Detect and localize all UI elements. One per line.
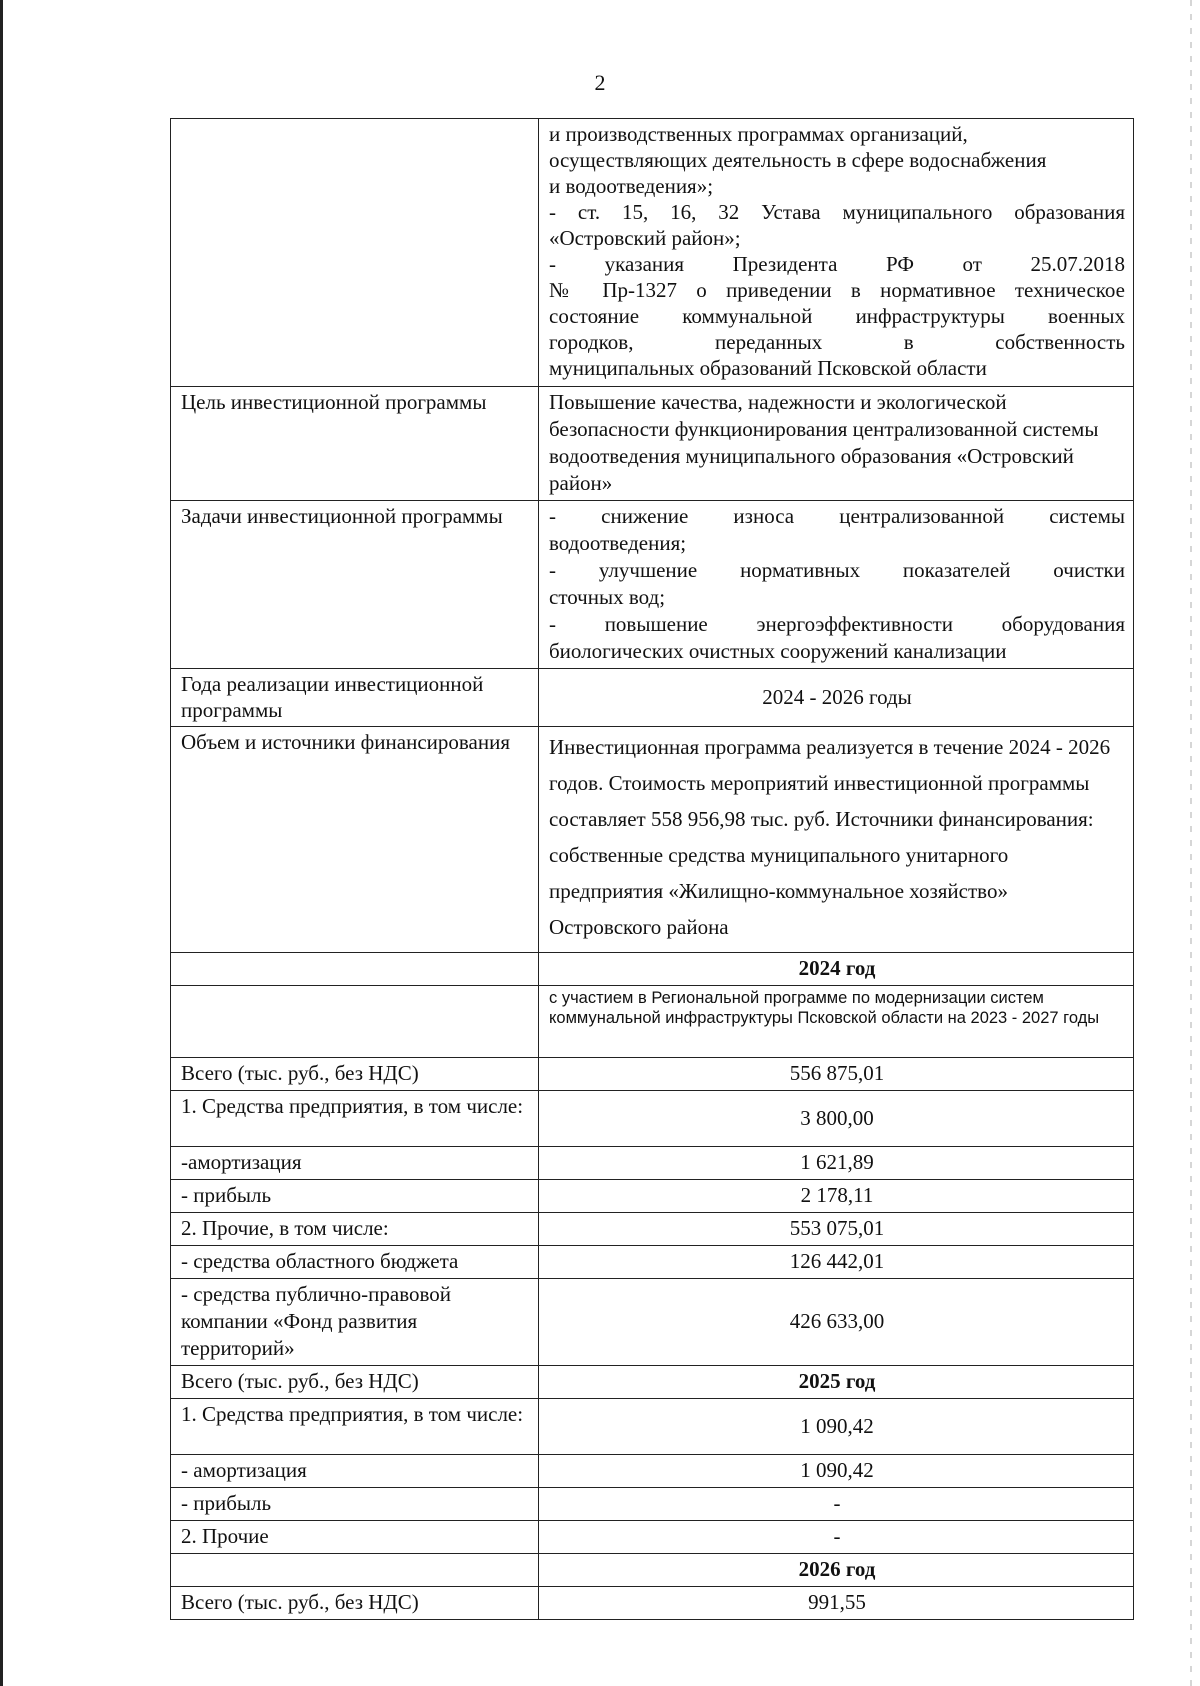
year-2024-note: с участием в Региональной программе по модернизации систем коммунальной инфраструктуры Псковской области на 2023 - 2027 годы (539, 986, 1134, 1058)
table-row-2024-note (171, 986, 1134, 1058)
table-row-basis (171, 119, 1134, 387)
table-row-years (171, 669, 1134, 727)
table-row: - прибыль 2 178,11 (171, 1180, 1134, 1213)
funding-text: Инвестиционная программа реализуется в течение 2024 - 2026 годов. Стоимость мероприятий инвестиционной программы составляет 558 956,98 тыс. руб. Источники финансирования: собственные средства муниципального унитарного предприятия «Жилищно-коммунальное хозяйство» Островского района (539, 727, 1134, 953)
scan-edge-right (1190, 0, 1192, 1686)
passport-table (170, 118, 1134, 1620)
scan-edge-left (0, 0, 3, 1686)
table-row: - средства областного бюджета 126 442,01 (171, 1246, 1134, 1279)
table-row-goal (171, 387, 1134, 501)
empty-cell (171, 953, 539, 986)
basis-text-cell: и производственных программах организаций, осуществляющих деятельность в сфере водоснабжения и водоотведения»; - ст. 15, 16, 32 Устава муниципального образования «Островский район»; - указания Президента РФ от 25.07.2018 № Пр-1327 о приведении в нормативное техническое состояние коммунальной инфраструктуры военных городков, переданных в собственность муниципальных образований Псковской области (539, 119, 1134, 387)
year-2025-heading: 2025 год (539, 1366, 1134, 1399)
years-value: 2024 - 2026 годы (539, 669, 1134, 727)
table-row: -амортизация 1 621,89 (171, 1147, 1134, 1180)
table-row: - средства публично-правовой компании «Фонд развития территорий» 426 633,00 (171, 1279, 1134, 1366)
tasks-text: - снижение износа централизованной системы водоотведения; - улучшение нормативных показателей очистки сточных вод; - повышение энергоэффективности оборудования биологических очистных сооружений канализации (539, 501, 1134, 669)
table-row: 1. Средства предприятия, в том числе: 3 800,00 (171, 1091, 1134, 1147)
year-2026-heading: 2026 год (539, 1554, 1134, 1587)
table-row-2025-heading (171, 1366, 1134, 1399)
funding-label: Объем и источники финансирования (171, 727, 539, 953)
table-row: Всего (тыс. руб., без НДС) 991,55 (171, 1587, 1134, 1620)
table-row: - прибыль - (171, 1488, 1134, 1521)
table-row: 2. Прочие - (171, 1521, 1134, 1554)
table-row: 2. Прочие, в том числе: 553 075,01 (171, 1213, 1134, 1246)
year-2024-heading: 2024 год (539, 953, 1134, 986)
year-2025-total-label: Всего (тыс. руб., без НДС) (171, 1366, 539, 1399)
empty-cell (171, 1554, 539, 1587)
table-row-funding (171, 727, 1134, 953)
tasks-label: Задачи инвестиционной программы (171, 501, 539, 669)
years-label: Года реализации инвестиционной программы (171, 669, 539, 727)
table-row-2024-heading (171, 953, 1134, 986)
goal-label: Цель инвестиционной программы (171, 387, 539, 501)
basis-label-cell (171, 119, 539, 387)
table-row-2026-heading (171, 1554, 1134, 1587)
table-row: 1. Средства предприятия, в том числе: 1 090,42 (171, 1399, 1134, 1455)
table-row: Всего (тыс. руб., без НДС) 556 875,01 (171, 1058, 1134, 1091)
table-row-tasks (171, 501, 1134, 669)
goal-text: Повышение качества, надежности и экологической безопасности функционирования централизованной системы водоотведения муниципального образования «Островский район» (539, 387, 1134, 501)
table-row: - амортизация 1 090,42 (171, 1455, 1134, 1488)
empty-cell (171, 986, 539, 1058)
page-number: 2 (594, 70, 606, 95)
